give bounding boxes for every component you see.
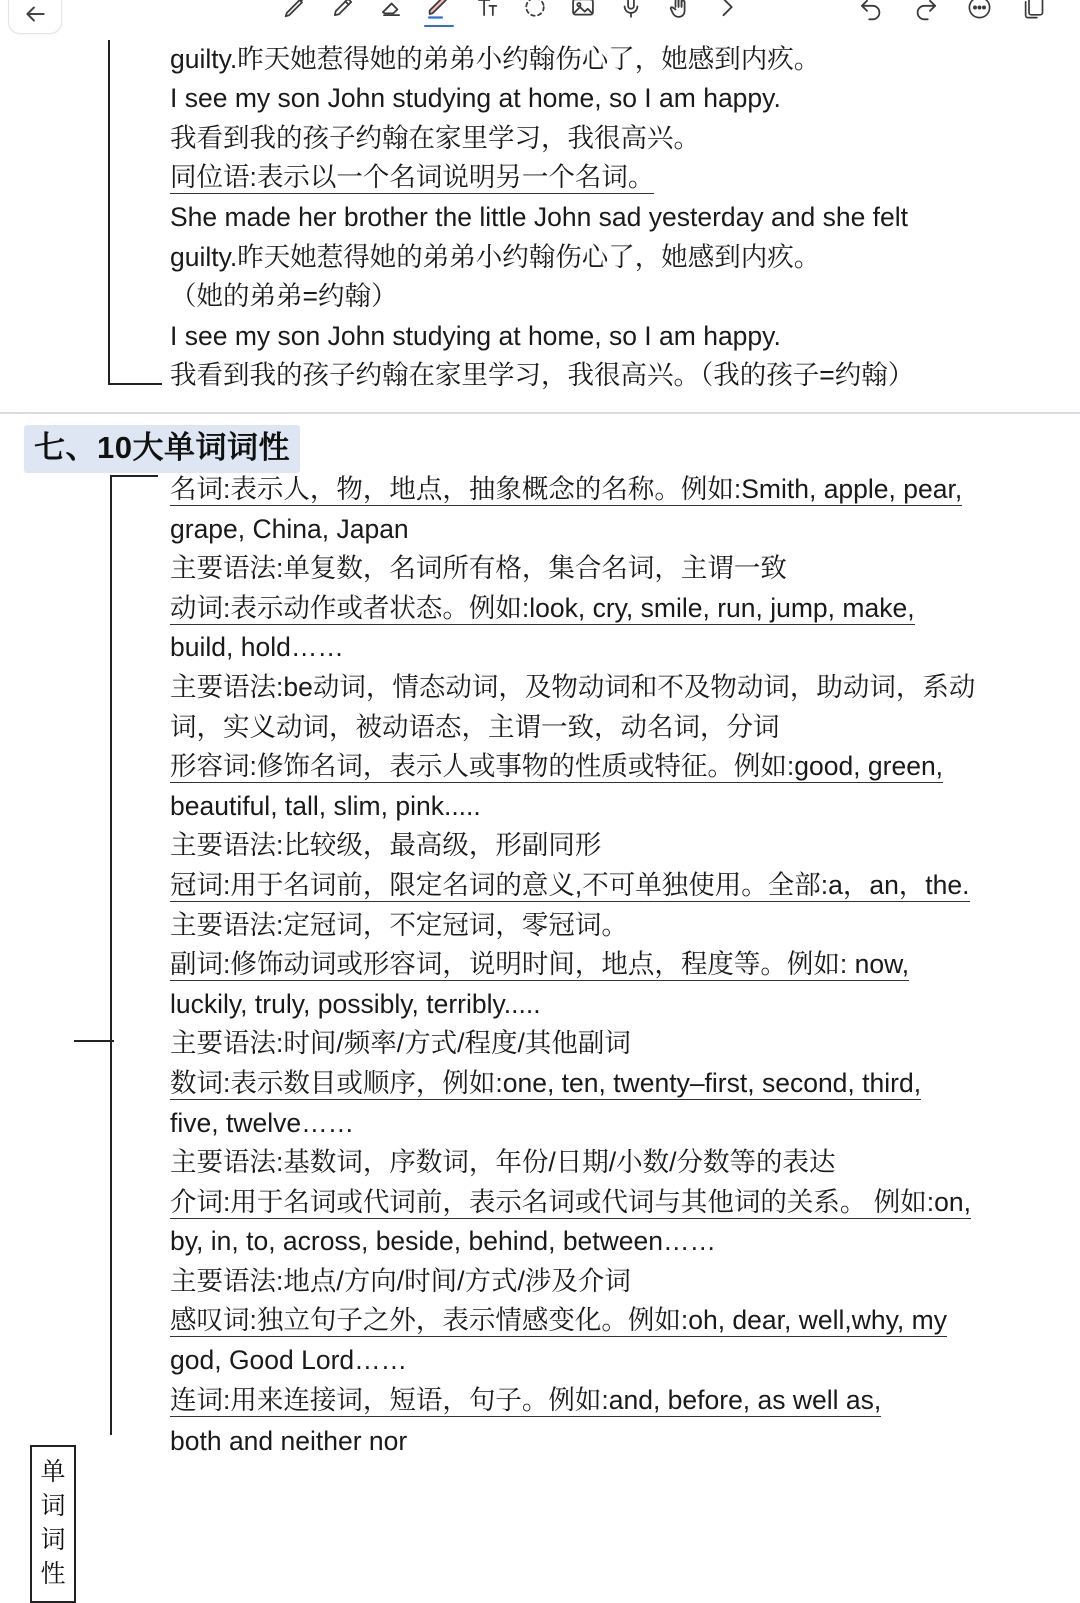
eraser-icon[interactable] <box>374 0 408 24</box>
doc-line: 我看到我的孩子约翰在家里学习，我很高兴。 <box>170 122 700 153</box>
eraser-glyph <box>377 0 405 21</box>
doc-line: 主要语法:be动词，情态动词，及物动词和不及物动词，助动词，系动 <box>170 671 976 702</box>
doc-line: 主要语法:定冠词，不定冠词，零冠词。 <box>170 909 628 940</box>
doc-line: 主要语法:单复数，名词所有格，集合名词，主谓一致 <box>170 553 787 584</box>
underlined-term: 同位语:表示以一个名词说明另一个名词。 <box>170 162 655 193</box>
marker-icon[interactable] <box>422 0 456 24</box>
doc-line <box>170 1064 1050 1104</box>
underlined-term: 动词:表示动作或者状态。例如:look, cry, smile, run, jump, make, <box>170 592 915 623</box>
more-options-icon[interactable] <box>962 0 996 24</box>
doc-line <box>170 1301 1050 1341</box>
underlined-term: 数词:表示数目或顺序，例如:one, ten, twenty–first, second, third, <box>170 1067 922 1098</box>
drawing-tools-group <box>278 0 744 32</box>
section-appositive-lines <box>170 0 1050 396</box>
text-icon[interactable] <box>470 0 504 24</box>
doc-line: five, twelve…… <box>170 1107 355 1138</box>
doc-line: luckily, truly, possibly, terribly..... <box>170 988 541 1019</box>
lasso-glyph <box>521 0 549 21</box>
undo-glyph <box>858 0 885 21</box>
copy-icon[interactable] <box>1016 0 1050 24</box>
bracket-appositive <box>108 0 170 385</box>
doc-line: guilty.昨天她惹得她的弟弟小约翰伤心了，她感到内疚。 <box>170 241 821 272</box>
hand-glyph <box>665 0 693 21</box>
chevron-right-glyph <box>713 0 741 21</box>
doc-line <box>170 747 1050 787</box>
section-appositive <box>0 0 1080 412</box>
pen-glyph <box>281 0 309 21</box>
doc-line: I see my son John studying at home, so I am happy. <box>170 83 781 114</box>
image-glyph <box>569 0 597 21</box>
section-divider <box>0 412 1080 414</box>
back-arrow-icon <box>22 1 48 27</box>
highlighter-icon[interactable] <box>326 0 360 24</box>
underlined-term: 冠词:用于名词前，限定名词的意义,不可单独使用。全部:a，an，the. <box>170 869 970 900</box>
more-arrow-icon[interactable] <box>710 0 744 24</box>
doc-line-clipped: both and neither nor <box>170 1426 408 1456</box>
lasso-select-icon[interactable] <box>518 0 552 24</box>
underlined-term: 副词:修饰动词或形容词，说明时间，地点，程度等。例如: now, <box>170 949 910 980</box>
doc-line: （她的弟弟=约翰） <box>170 281 398 312</box>
doc-line <box>170 470 1050 510</box>
doc-line: by, in, to, across, beside, behind, between…… <box>170 1226 717 1257</box>
doc-line: 主要语法:基数词，序数词，年份/日期/小数/分数等的表达 <box>170 1147 836 1178</box>
doc-line <box>170 945 1050 985</box>
doc-line: god, Good Lord…… <box>170 1345 408 1376</box>
doc-line <box>170 1381 1050 1421</box>
underlined-term: 形容词:修饰名词，表示人或事物的性质或特征。例如:good, green, <box>170 751 944 782</box>
doc-line <box>170 866 1050 906</box>
redo-icon[interactable] <box>908 0 942 24</box>
underlined-term: 名词:表示人，物，地点，抽象概念的名称。例如:Smith, apple, pear, <box>170 474 963 504</box>
editor-toolbar <box>0 0 1080 40</box>
page-title: 七、10大单词词性 <box>24 425 300 473</box>
microphone-icon[interactable] <box>614 0 648 24</box>
doc-line: 主要语法:比较级，最高级，形副同形 <box>170 830 602 861</box>
copy-glyph <box>1020 0 1047 21</box>
microphone-glyph <box>617 0 645 21</box>
hand-icon[interactable] <box>662 0 696 24</box>
history-tools-group <box>854 0 1050 32</box>
undo-icon[interactable] <box>854 0 888 24</box>
doc-line <box>170 158 1050 198</box>
bracket-word-classes <box>110 475 170 1435</box>
doc-line <box>170 1183 1050 1223</box>
marker-glyph <box>425 0 453 21</box>
bracket-tick-mid <box>74 1040 114 1042</box>
text-glyph <box>473 0 501 21</box>
pen-icon[interactable] <box>278 0 312 24</box>
underlined-term: 介词:用于名词或代词前，表示名词或代词与其他词的关系。 例如:on, <box>170 1186 971 1217</box>
redo-glyph <box>912 0 939 21</box>
underlined-term: 连词:用来连接词，短语，句子。例如:and, before, as well as, <box>170 1384 882 1415</box>
doc-line: 主要语法:时间/频率/方式/程度/其他副词 <box>170 1028 631 1059</box>
doc-line: 词，实义动词，被动语态，主谓一致，动名词，分词 <box>170 711 780 742</box>
side-label-word-classes: 单词词性 <box>30 1445 76 1603</box>
doc-line: build, hold…… <box>170 632 344 663</box>
doc-line: I see my son John studying at home, so I am happy. <box>170 320 781 351</box>
doc-line: 我看到我的孩子约翰在家里学习，我很高兴。（我的孩子=约翰） <box>170 360 915 391</box>
doc-line: She made her brother the little John sad yesterday and she felt <box>170 201 909 232</box>
section-word-classes-lines <box>170 470 1050 1420</box>
doc-line: guilty.昨天她惹得她的弟弟小约翰伤心了，她感到内疚。 <box>170 43 821 74</box>
doc-line: grape, China, Japan <box>170 513 409 544</box>
image-icon[interactable] <box>566 0 600 24</box>
back-button[interactable] <box>8 0 62 34</box>
underlined-term: 感叹词:独立句子之外，表示情感变化。例如:oh, dear, well,why, my <box>170 1305 947 1336</box>
doc-line <box>170 589 1050 629</box>
doc-line: 主要语法:地点/方向/时间/方式/涉及介词 <box>170 1265 631 1296</box>
doc-line: beautiful, tall, slim, pink..... <box>170 790 481 821</box>
bracket-tick-top <box>112 475 158 477</box>
ellipsis-glyph <box>966 0 993 21</box>
highlighter-glyph <box>329 0 357 21</box>
